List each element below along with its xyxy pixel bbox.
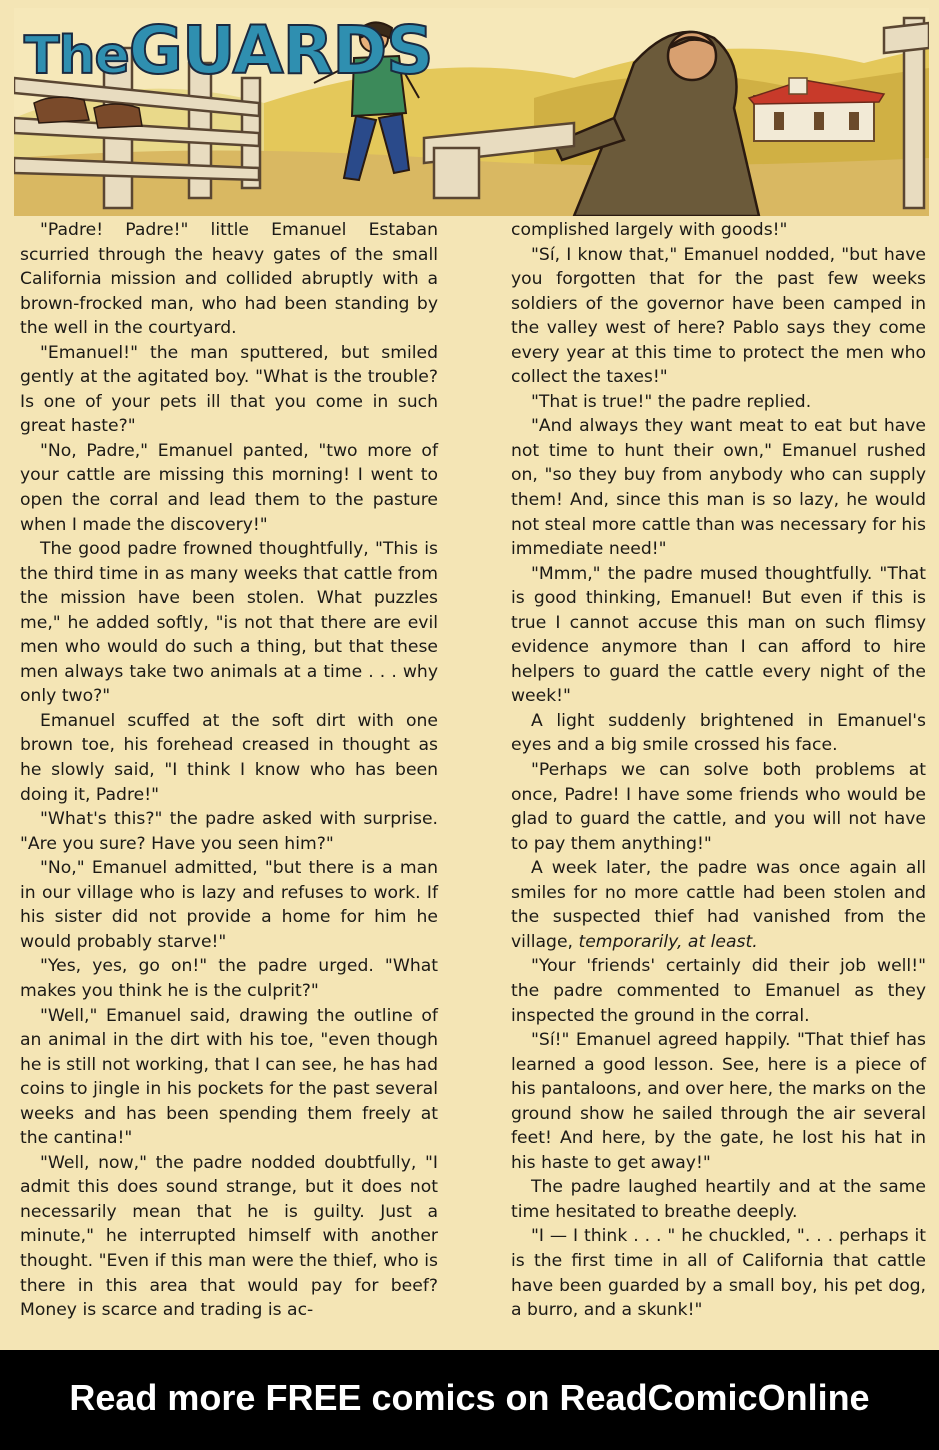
- paragraph: Emanuel scuffed at the soft dirt with one brown toe, his forehead creased in thought as he slowly said, "I think I know who has been doing it, Padre!": [20, 710, 438, 805]
- paragraph-text: A week later, the padre was once again all smiles for no more cattle had been stolen and the suspected thief had vanished from the village,: [511, 858, 926, 952]
- title-word-the: The: [24, 26, 129, 86]
- text-column-right: [511, 218, 926, 1323]
- paragraph: "Sí, I know that," Emanuel nodded, "but have you forgotten that for the past few weeks soldiers of the governor have been camped in the valley west of here? Pablo says they come every year at this time to protect the men who collect the taxes!": [511, 244, 926, 388]
- paragraph: "No, Padre," Emanuel panted, "two more of your cattle are missing this morning! I went to open the corral and lead them to the pasture when I made the discovery!": [20, 440, 438, 535]
- paragraph: "Yes, yes, go on!" the padre urged. "What makes you think he is the culprit?": [20, 956, 438, 1001]
- paragraph: "What's this?" the padre asked with surprise. "Are you sure? Have you seen him?": [20, 809, 438, 854]
- paragraph: "And always they want meat to eat but have not time to hunt their own," Emanuel rushed on, "so they buy from anybody who can supply them! And, since this man is so lazy, he would not steal more cattle than was necessary for his immediate need!": [511, 416, 926, 560]
- promo-footer-text[interactable]: Read more FREE comics on ReadComicOnline: [69, 1377, 870, 1418]
- paragraph: "That is true!" the padre replied.: [531, 391, 812, 412]
- title-banner-illustration: [14, 8, 929, 216]
- paragraph: "Your 'friends' certainly did their job well!" the padre commented to Emanuel as they inspected the ground in the corral.: [511, 956, 926, 1026]
- paragraph: "Padre! Padre!" little Emanuel Estaban scurried through the heavy gates of the small California mission and collided abruptly with a brown-frocked man, who had been standing by the well in the courtyard.: [20, 220, 438, 339]
- paragraph: "Mmm," the padre mused thoughtfully. "That is good thinking, Emanuel! But even if this is true I cannot accuse this man on such flimsy evidence anymore than I can afford to hire helpers to guard the cattle every night of the week!": [511, 563, 926, 707]
- paragraph: "No," Emanuel admitted, "but there is a man in our village who is lazy and refuses to work. If his sister did not provide a home for him he would probably starve!": [20, 858, 438, 952]
- promo-footer-banner[interactable]: [0, 1350, 939, 1450]
- paragraph: "Well, now," the padre nodded doubtfully, "I admit this does sound strange, but it does not necessarily mean that he is guilty. Just a minute," he interrupted himself with another thought. "Even if this man were the thief, who is there in this area that would pay for beef? Money is scarce and trading is ac-: [20, 1152, 438, 1321]
- paragraph-italic-text: temporarily, at least.: [578, 931, 758, 952]
- paragraph: The good padre frowned thoughtfully, "This is the third time in as many weeks that cattle from the mission have been stolen. What puzzles me," he added softly, "is not that there are evil men who would do such a thing, but that these men always take two animals at a time . . . why only two?": [20, 539, 438, 707]
- paragraph-continuation: complished largely with goods!": [511, 220, 788, 240]
- paragraph: The padre laughed heartily and at the same time hesitated to breathe deeply.: [511, 1177, 926, 1222]
- paragraph: A light suddenly brightened in Emanuel's eyes and a big smile crossed his face.: [511, 710, 926, 756]
- paragraph: "Sí!" Emanuel agreed happily. "That thief has learned a good lesson. See, here is a piece of his pantaloons, and over here, the marks on the ground show he sailed through the air several feet! And here, by the gate, he lost his hat in his haste to get away!": [511, 1030, 926, 1173]
- paragraph: "Emanuel!" the man sputtered, but smiled gently at the agitated boy. "What is the trouble? Is one of your pets ill that you come in such great haste?": [20, 342, 438, 437]
- paragraph: "I — I think . . . " he chuckled, ". . . perhaps it is the first time in all of California that cattle have been guarded by a small boy, his pet dog, a burro, and a skunk!": [511, 1226, 926, 1321]
- story-title: [24, 12, 433, 89]
- paragraph: "Perhaps we can solve both problems at once, Padre! I have some friends who would be glad to guard the cattle, and you will not have to pay them anything!": [511, 760, 926, 854]
- text-column-left: [20, 218, 438, 1323]
- title-word-guards: GUARDS: [128, 12, 433, 89]
- paragraph: [511, 856, 926, 954]
- paragraph: "Well," Emanuel said, drawing the outline of an animal in the dirt with his toe, "even though he is still not working, that I can see, he has had coins to jingle in his pockets for the past several weeks and has been spending them freely at the cantina!": [20, 1005, 438, 1149]
